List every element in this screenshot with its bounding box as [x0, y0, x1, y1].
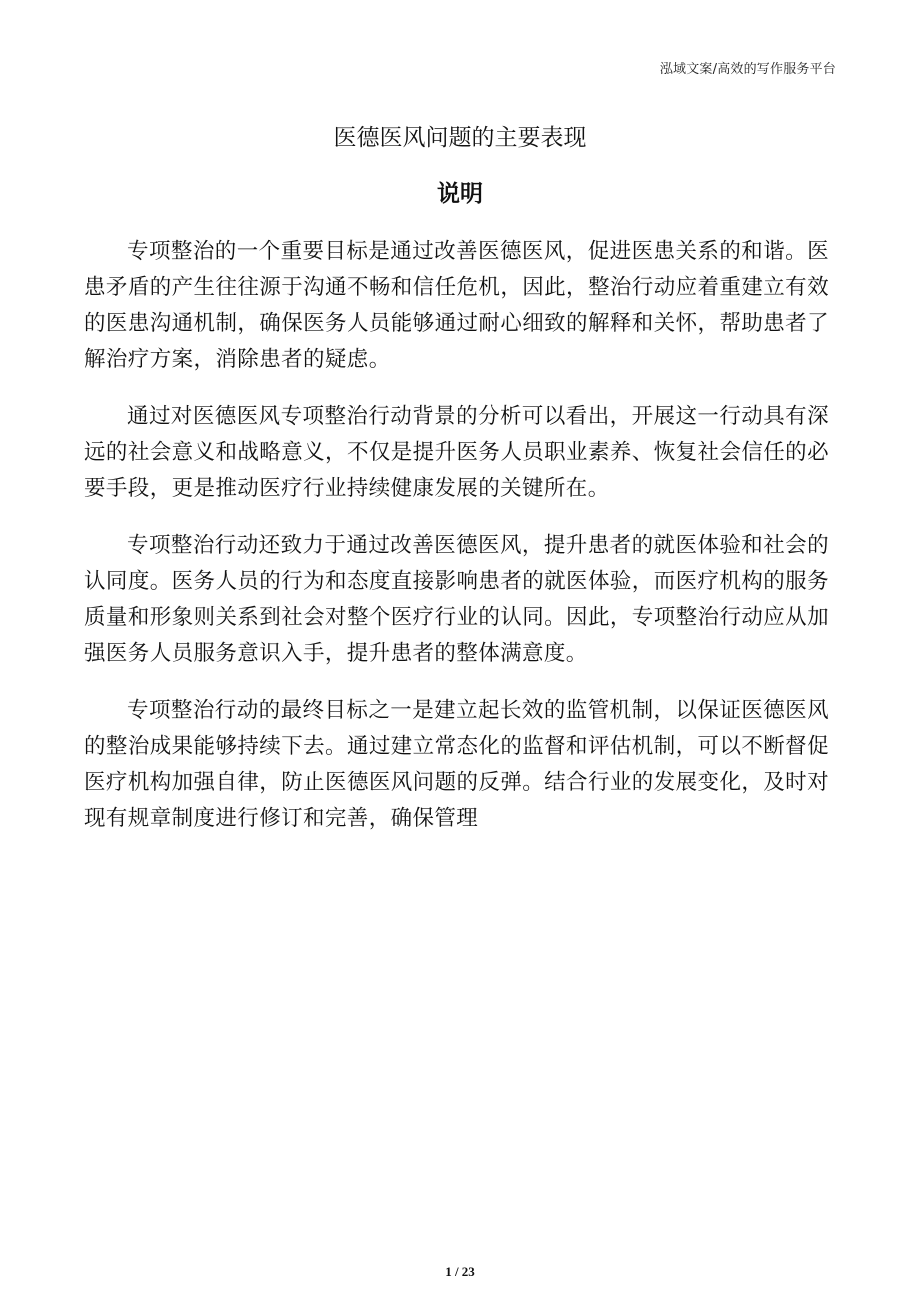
page-number: 1 / 23: [445, 1264, 475, 1279]
document-body: [84, 234, 829, 858]
paragraph: 专项整治行动的最终目标之一是建立起长效的监管机制，以保证医德医风的整治成果能够持续下去。通过建立常态化的监督和评估机制，可以不断督促医疗机构加强自律，防止医德医风问题的反弹。结合行业的发展变化，及时对现有规章制度进行修订和完善，确保管理: [84, 698, 829, 831]
document-title: 医德医风问题的主要表现: [333, 125, 587, 151]
paragraph: 专项整治的一个重要目标是通过改善医德医风，促进医患关系的和谐。医患矛盾的产生往往源于沟通不畅和信任危机，因此，整治行动应着重建立有效的医患沟通机制，确保医务人员能够通过耐心细致的解释和关怀，帮助患者了解治疗方案，消除患者的疑虑。: [84, 239, 829, 372]
paragraph: 通过对医德医风专项整治行动背景的分析可以看出，开展这一行动具有深远的社会意义和战略意义，不仅是提升医务人员职业素养、恢复社会信任的必要手段，更是推动医疗行业持续健康发展的关键所在。: [84, 404, 829, 501]
header-brand: 泓域文案/高效的写作服务平台: [659, 62, 836, 77]
section-heading: 说明: [437, 180, 483, 207]
paragraph: 专项整治行动还致力于通过改善医德医风，提升患者的就医体验和社会的认同度。医务人员的行为和态度直接影响患者的就医体验，而医疗机构的服务质量和形象则关系到社会对整个医疗行业的认同。因此，专项整治行动应从加强医务人员服务意识入手，提升患者的整体满意度。: [84, 533, 829, 666]
